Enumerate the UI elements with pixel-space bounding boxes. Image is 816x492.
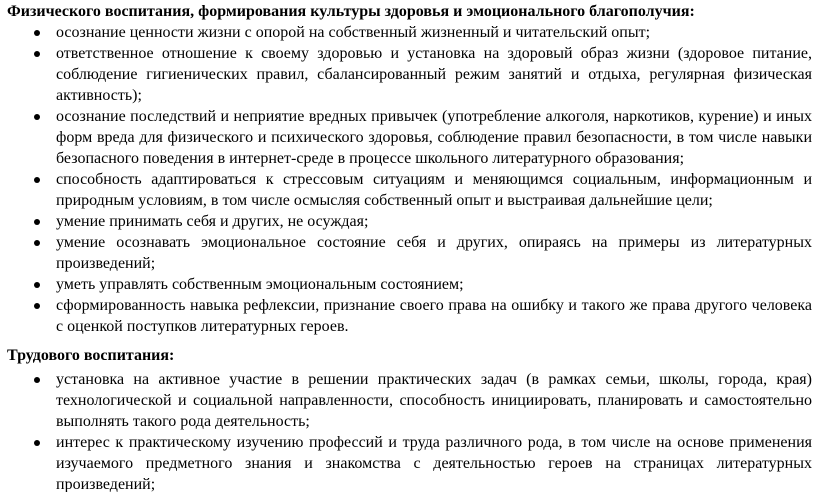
list-item	[0, 106, 816, 169]
list-item	[0, 274, 816, 295]
bullet-icon	[34, 177, 40, 183]
section-heading-physical: Физического воспитания, формирования культуры здоровья и эмоционального благополучия:	[7, 3, 695, 20]
bullet-icon	[34, 440, 40, 446]
labor-education-list	[0, 369, 816, 492]
list-item-text: осознание последствий и неприятие вредных привычек (употребление алкоголя, наркотиков, курение) и иных форм вреда для физического и психического здоровья, соблюдение правил безопасности, в том числе навыки безопасного поведения в интернет-среде в процессе школьного литературного образования;	[56, 108, 812, 167]
physical-education-list	[0, 22, 816, 337]
section-heading-labor: Трудового воспитания:	[7, 347, 175, 364]
bullet-icon	[34, 240, 40, 246]
bullet-icon	[34, 219, 40, 225]
list-item-text: установка на активное участие в решении практических задач (в рамках семьи, школы, города, края) технологической и социальной направленности, способность инициировать, планировать и самостоятельно выполнять такого рода деятельность;	[56, 371, 812, 430]
list-item	[0, 369, 816, 432]
bullet-icon	[34, 114, 40, 120]
bullet-icon	[34, 282, 40, 288]
list-item-text: способность адаптироваться к стрессовым ситуациям и меняющимся социальным, информационным и природным условиям, в том числе осмысляя собственный опыт и выстраивая дальнейшие цели;	[56, 171, 812, 209]
list-item	[0, 232, 816, 274]
list-item	[0, 22, 816, 43]
list-item-text: осознание ценности жизни с опорой на собственный жизненный и читательский опыт;	[56, 24, 651, 41]
list-item	[0, 295, 816, 337]
list-item-text: уметь управлять собственным эмоциональным состоянием;	[56, 276, 464, 293]
list-item-text: сформированность навыка рефлексии, признание своего права на ошибку и такого же права другого человека с оценкой поступков литературных героев.	[56, 297, 812, 335]
list-item-text: умение осознавать эмоциональное состояние себя и других, опираясь на примеры из литературных произведений;	[56, 234, 812, 272]
list-item-text: умение принимать себя и других, не осуждая;	[56, 213, 369, 230]
list-item	[0, 432, 816, 492]
bullet-icon	[34, 30, 40, 36]
bullet-icon	[34, 377, 40, 383]
list-item-text: интерес к практическому изучению профессий и труда различного рода, в том числе на основе применения изучаемого предметного знания и знакомства с деятельностью героев на страницах литературных произведений;	[56, 434, 812, 492]
bullet-icon	[34, 51, 40, 57]
list-item	[0, 211, 816, 232]
list-item	[0, 43, 816, 106]
bullet-icon	[34, 303, 40, 309]
list-item-text: ответственное отношение к своему здоровью и установка на здоровый образ жизни (здоровое питание, соблюдение гигиенических правил, сбалансированный режим занятий и отдыха, регулярная физическая активность);	[56, 45, 812, 104]
list-item	[0, 169, 816, 211]
